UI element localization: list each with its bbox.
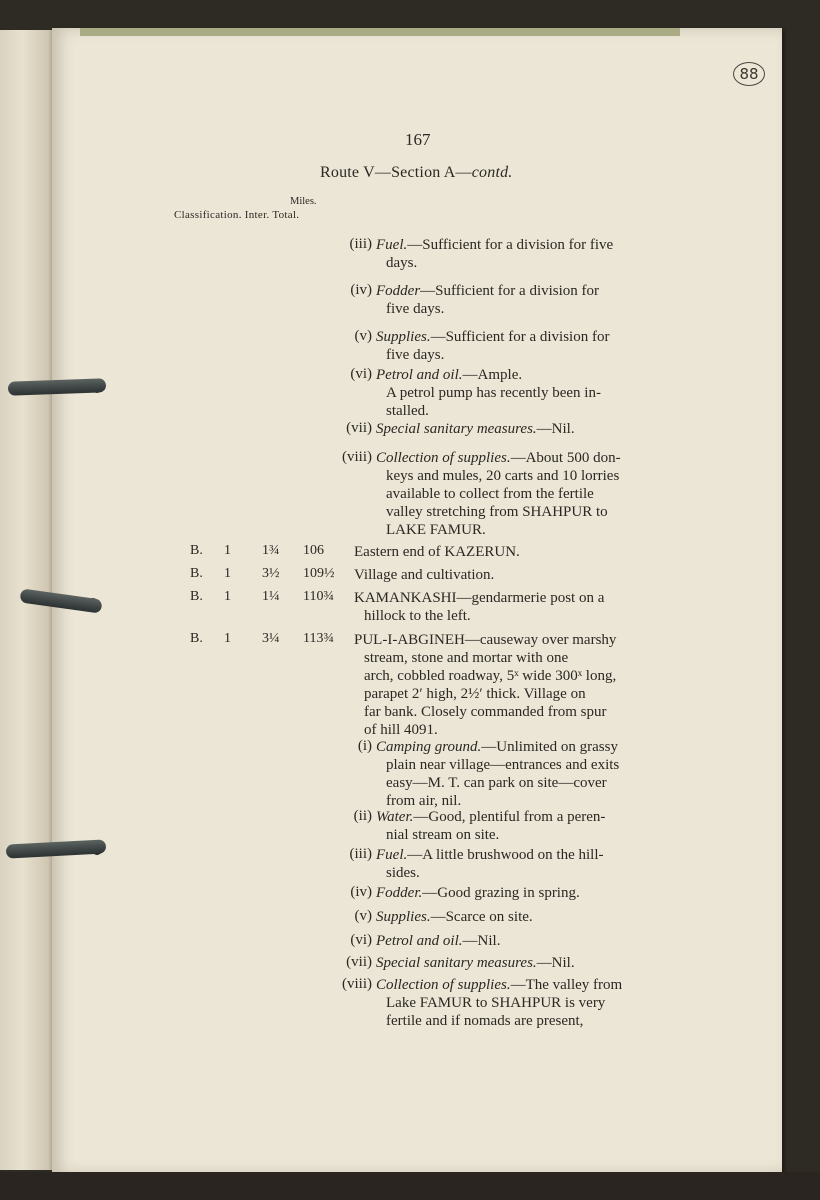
item-entry: [376, 738, 619, 810]
item-entry: [376, 282, 599, 318]
item-line: [376, 954, 575, 972]
item-text: sides.: [386, 865, 420, 881]
item-text: plain near village—entrances and exits: [386, 757, 620, 773]
item-text: keys and mules, 20 carts and 10 lorries: [386, 468, 620, 484]
inter-miles: 3¼: [262, 631, 280, 646]
item-heading: Fodder.: [376, 885, 423, 901]
item-numeral: (iv): [350, 884, 372, 900]
item-entry: [376, 908, 533, 926]
item-heading: Collection of supplies.: [376, 450, 511, 466]
item-numeral: (ii): [353, 808, 372, 824]
item-numeral: (vii): [346, 420, 372, 436]
item-text: fertile and if nomads are present,: [386, 1013, 584, 1029]
item-text: —Nil.: [462, 933, 501, 949]
item-line: [376, 864, 604, 882]
class-letter: B.: [190, 566, 203, 581]
item-text: —Good, plentiful from a peren-: [413, 809, 606, 825]
item-text: —Sufficient for a division for five: [407, 237, 614, 253]
item-heading: Water.: [376, 809, 414, 825]
item-heading: Supplies.: [376, 329, 431, 345]
item-line: [376, 346, 609, 364]
route-line: parapet 2′ high, 2½′ thick. Village on: [364, 686, 586, 702]
item-text: five days.: [386, 301, 445, 317]
item-entry: [376, 236, 613, 272]
item-numeral: (vi): [350, 932, 372, 948]
item-line: [376, 282, 599, 300]
item-heading: Special sanitary measures.: [376, 955, 537, 971]
item-text: LAKE FAMUR.: [386, 522, 486, 538]
item-entry: [376, 846, 604, 882]
cover-edge: [80, 28, 680, 36]
item-line: [376, 1012, 622, 1030]
item-text: —Nil.: [536, 421, 575, 437]
item-numeral: (i): [357, 738, 372, 754]
item-line: [376, 366, 601, 384]
item-text: Lake FAMUR to SHAHPUR is very: [386, 995, 606, 1011]
item-numeral: (vii): [346, 954, 372, 970]
item-line: [376, 808, 605, 826]
route-line: far bank. Closely commanded from spur: [364, 704, 607, 720]
item-line: [376, 884, 580, 902]
route-line: PUL-I-ABGINEH—causeway over marshy: [354, 632, 617, 648]
item-line: [376, 300, 599, 318]
item-entry: [376, 884, 580, 902]
item-entry: [376, 420, 575, 438]
item-entry: [376, 328, 609, 364]
total-miles: 106: [303, 543, 324, 558]
item-line: [376, 521, 621, 539]
item-text: —The valley from: [510, 977, 623, 993]
item-numeral: (v): [354, 328, 372, 344]
item-entry: [376, 449, 621, 539]
item-line: [376, 976, 622, 994]
item-text: —Good grazing in spring.: [422, 885, 580, 901]
item-entry: [376, 808, 605, 844]
class-number: 1: [224, 543, 231, 558]
item-heading: Supplies.: [376, 909, 431, 925]
class-letter: B.: [190, 631, 203, 646]
folio-stamp: 88: [733, 62, 765, 86]
item-line: [376, 846, 604, 864]
inter-miles: 3½: [262, 566, 280, 581]
item-entry: [376, 976, 622, 1030]
item-text: —Sufficient for a division for: [430, 329, 610, 345]
class-letter: B.: [190, 589, 203, 604]
route-description: [354, 589, 604, 625]
item-line: [376, 328, 609, 346]
item-numeral: (v): [354, 908, 372, 924]
route-description: [354, 543, 520, 561]
item-heading: Fodder: [376, 283, 421, 299]
item-text: easy—M. T. can park on site—cover: [386, 775, 607, 791]
inter-miles: 1¾: [262, 543, 280, 558]
item-line: [376, 503, 621, 521]
item-line: [376, 236, 613, 254]
route-line: hillock to the left.: [364, 608, 471, 624]
item-line: [376, 384, 601, 402]
miles-header: Miles.: [290, 196, 317, 207]
item-heading: Petrol and oil.: [376, 933, 463, 949]
item-text: —A little brushwood on the hill-: [407, 847, 604, 863]
item-heading: Collection of supplies.: [376, 977, 511, 993]
total-miles: 109½: [303, 566, 335, 581]
route-line: arch, cobbled roadway, 5ˣ wide 300ˣ long,: [364, 668, 617, 684]
class-letter: B.: [190, 543, 203, 558]
item-numeral: (viii): [342, 449, 372, 465]
item-text: —About 500 don-: [510, 450, 621, 466]
item-text: —Scarce on site.: [430, 909, 533, 925]
item-heading: Fuel.: [376, 237, 408, 253]
item-numeral: (vi): [350, 366, 372, 382]
item-text: valley stretching from SHAHPUR to: [386, 504, 608, 520]
total-miles: 110¾: [303, 589, 334, 604]
item-text: —Sufficient for a division for: [420, 283, 600, 299]
item-text: —Ample.: [462, 367, 523, 383]
item-text: from air, nil.: [386, 793, 462, 809]
item-line: [376, 738, 619, 756]
page-title: Route V—Section A—contd.: [320, 164, 513, 181]
item-entry: [376, 954, 575, 972]
item-line: [376, 756, 619, 774]
class-number: 1: [224, 566, 231, 581]
class-number: 1: [224, 589, 231, 604]
item-entry: [376, 932, 500, 950]
item-text: days.: [386, 255, 418, 271]
route-line: of hill 4091.: [364, 722, 438, 738]
item-heading: Petrol and oil.: [376, 367, 463, 383]
item-line: [376, 485, 621, 503]
item-text: —Unlimited on grassy: [481, 739, 618, 755]
item-text: five days.: [386, 347, 445, 363]
item-line: [376, 402, 601, 420]
item-line: [376, 420, 575, 438]
route-line: KAMANKASHI—gendarmerie post on a: [354, 590, 605, 606]
total-miles: 113¾: [303, 631, 334, 646]
item-text: A petrol pump has recently been in-: [386, 385, 601, 401]
item-line: [376, 467, 621, 485]
item-numeral: (iii): [349, 236, 372, 252]
item-line: [376, 908, 533, 926]
item-numeral: (iii): [349, 846, 372, 862]
class-number: 1: [224, 631, 231, 646]
item-text: stalled.: [386, 403, 429, 419]
item-numeral: (iv): [350, 282, 372, 298]
route-description: [354, 566, 494, 584]
route-description: [354, 631, 616, 739]
item-numeral: (viii): [342, 976, 372, 992]
table-surface: [0, 1172, 820, 1200]
item-line: [376, 826, 605, 844]
route-line: Eastern end of KAZERUN.: [354, 544, 520, 560]
classification-header: Classification. Inter. Total.: [174, 209, 300, 221]
item-entry: [376, 366, 601, 420]
item-heading: Camping ground.: [376, 739, 482, 755]
item-text: available to collect from the fertile: [386, 486, 594, 502]
item-line: [376, 932, 500, 950]
page-number: 167: [405, 130, 431, 149]
item-heading: Special sanitary measures.: [376, 421, 537, 437]
inter-miles: 1¼: [262, 589, 280, 604]
item-text: —Nil.: [536, 955, 575, 971]
item-line: [376, 449, 621, 467]
item-text: nial stream on site.: [386, 827, 500, 843]
item-heading: Fuel.: [376, 847, 408, 863]
item-line: [376, 254, 613, 272]
item-line: [376, 994, 622, 1012]
route-line: stream, stone and mortar with one: [364, 650, 569, 666]
route-line: Village and cultivation.: [354, 567, 495, 583]
item-line: [376, 774, 619, 792]
